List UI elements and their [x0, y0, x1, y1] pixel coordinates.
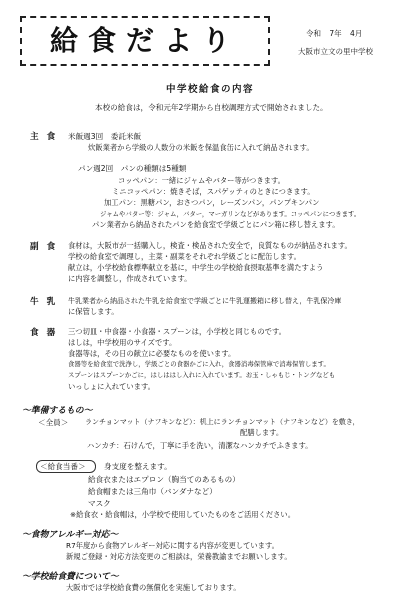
milk-line: に保管します。 [68, 307, 119, 316]
milk-line: 牛乳業者から納品された牛乳を給食室で学級ごとに牛乳運搬箱に移し替え，牛乳保冷庫 [68, 297, 342, 305]
tableware-line: いっしょに入れています。 [68, 382, 155, 391]
intro-text: 本校の給食は，令和元年2学期から自校調理方式で開始されました。 [95, 103, 328, 112]
fukushoku-line: に内容を調整し，作成されています。 [68, 274, 192, 283]
fukushoku-label: 副食 [30, 242, 64, 252]
tableware-line: スプーンはスプーンかごに，はしははし入れに入れています。お玉・しゃもじ・トングなども [68, 371, 336, 379]
tableware-line: 三つ切皿・中食器・小食器・スプーンは，小学校と同じものです。 [68, 327, 286, 336]
allergy-title: ～食物アレルギー対応～ [22, 530, 119, 540]
tableware-line: はしは，中学校用のサイズです。 [68, 338, 177, 347]
bread-item: パン業者から納品されたパンを給食室で学級ごとにパン箱に移し替えます。 [92, 220, 340, 229]
milk-label: 牛乳 [30, 297, 64, 307]
fukushoku-line: 献立は，小学校給食標準献立を基に，中学生の学校給食摂取基準を満たすよう [68, 263, 324, 272]
allergy-line: 新規ご登録・対応方法変更のご相談は，栄養教諭までお願いします。 [66, 552, 292, 561]
tableware-label: 食器 [30, 328, 64, 338]
duty-item: 給食衣またはエプロン（胸当てのあるもの） [88, 475, 240, 484]
prepare-title: ～準備するもの～ [22, 406, 93, 416]
tableware-line: 食器等は，その日の献立に必要なものを使います。 [68, 349, 236, 358]
allergy-line: R7年度から食物アレルギー対応に関する内容が変更しています。 [66, 541, 279, 550]
mat-line: 配膳します。 [240, 428, 284, 437]
duty-label: ＜給食当番＞ [40, 462, 86, 471]
hanky-line: ハンカチ：石けんで，丁寧に手を洗い，清潔なハンカチでふきます。 [87, 441, 313, 450]
duty-intro: 身支度を整えます。 [104, 462, 172, 471]
issue-date: 令和 7年 4月 [306, 29, 363, 38]
rice-title: 米飯週3回 委託米飯 [68, 132, 142, 141]
bread-item: 加工パン：黒糖パン，おさつパン，レーズンパン，パンプキンパン [104, 198, 320, 207]
bread-title: パン週2回 パンの種類は5種類 [78, 164, 187, 173]
bread-item: ジャムやバター等：ジャム，バター，マーガリンなどがあります。コッペパンにつきます。 [100, 210, 361, 218]
all-label: ＜全員＞ [38, 418, 69, 427]
school-name: 大阪市立文の里中学校 [298, 47, 373, 56]
duty-note: ※給食衣・給食帽は，小学校で使用していたものをご活用ください。 [70, 510, 296, 519]
bread-item: コッペパン：一緒にジャムやバター等がつきます。 [118, 176, 285, 185]
bread-item: ミニコッペパン：焼きそば，スパゲッティのときにつきます。 [112, 187, 315, 196]
tableware-line: 食器等を給食室で洗浄し，学級ごとの食器かごに入れ，食器消毒保管庫で消毒保管します。 [68, 360, 330, 368]
duty-item: マスク [88, 499, 111, 508]
newsletter-title: 給食だより [49, 24, 240, 58]
duty-item: 給食帽または三角巾（バンダナなど） [88, 487, 217, 496]
shushoku-label: 主食 [30, 132, 64, 142]
fukushoku-line: 学校の給食室で調理し，主菜・副菜をそれぞれ学級ごとに配缶します。 [68, 252, 301, 261]
fee-title: ～学校給食費について～ [22, 572, 119, 582]
title-box [20, 16, 270, 66]
section-heading: 中学校給食の内容 [165, 84, 254, 95]
mat-line: ランチョンマット（ナフキンなど）：机上にランチョンマット（ナフキンなど）を敷き， [85, 418, 360, 426]
fee-line: 大阪市では学校給食費の無償化を実施しております。 [66, 583, 241, 592]
rice-desc: 炊飯業者から学級の人数分の米飯を保温食缶に入れて納品されます。 [88, 143, 314, 152]
fukushoku-line: 食材は，大阪市が一括購入し，検査・検品された安全で，良質なものが納品されます。 [68, 241, 352, 250]
